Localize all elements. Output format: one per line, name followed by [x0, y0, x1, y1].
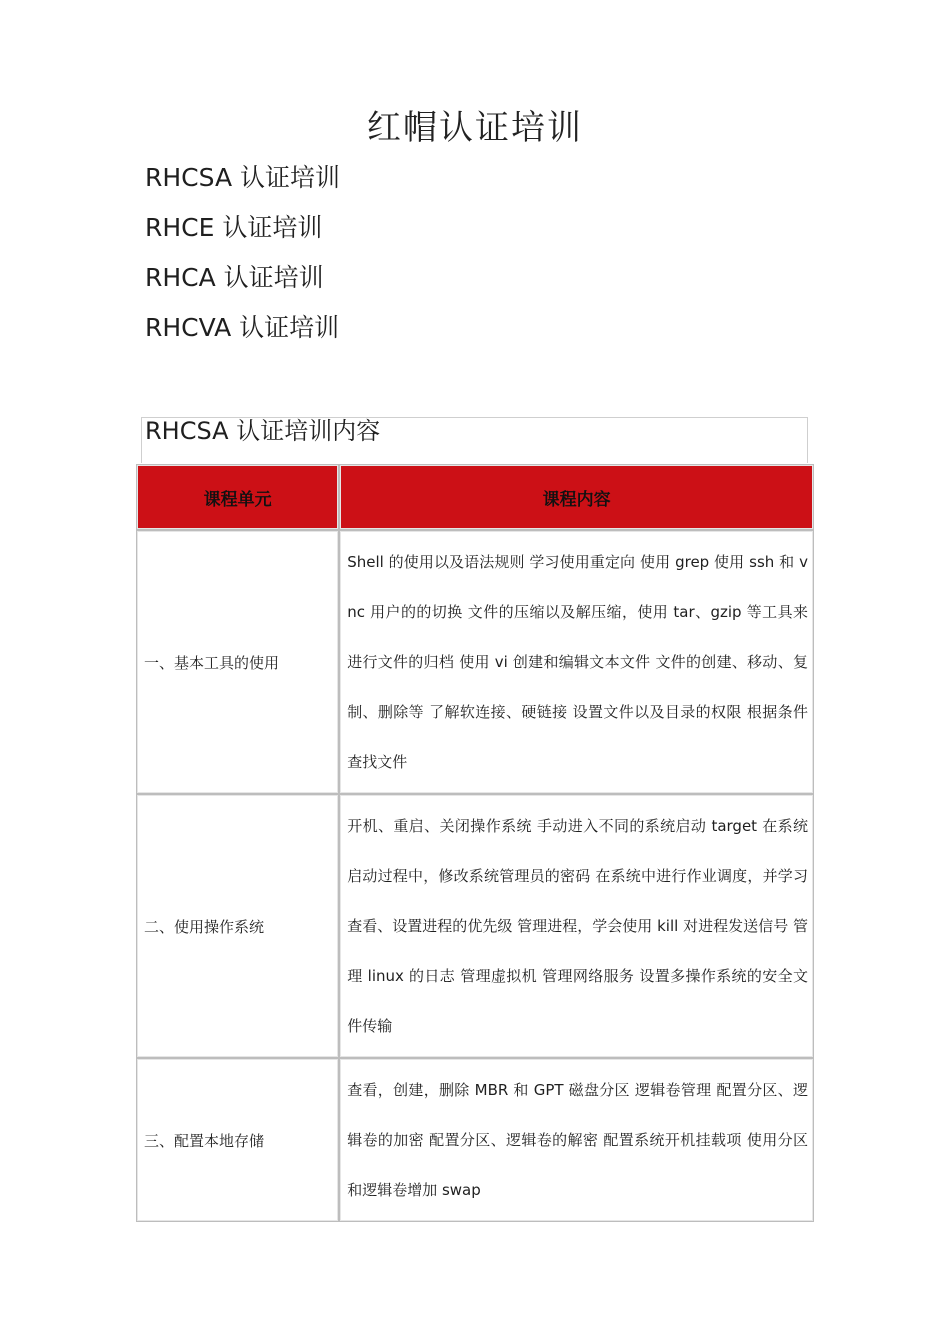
content-cell: 开机、重启、关闭操作系统 手动进入不同的系统启动 target 在系统启动过程中，修改系统管理员的密码 在系统中进行作业调度，并学习查看、设置进程的优先级 管理进程，学会使用 kill 对进程发送信号 管理 linux 的日志 管理虚拟机 管理网络服务 设置多操作系统的安全文件传输 — [339, 794, 814, 1058]
table-row — [136, 1058, 814, 1222]
header-unit: 课程单元 — [136, 464, 339, 530]
table-header-row — [136, 464, 814, 530]
section-title-box — [141, 417, 808, 463]
content-cell: Shell 的使用以及语法规则 学习使用重定向 使用 grep 使用 ssh 和 vnc 用户的的切换 文件的压缩以及解压缩，使用 tar、gzip 等工具来进行文件的归档 使用 vi 创建和编辑文本文件 文件的创建、移动、复制、删除等 了解软连接、硬链接 设置文件以及目录的权限 根据条件查找文件 — [339, 530, 814, 794]
unit-cell: 三、配置本地存储 — [136, 1058, 339, 1222]
course-table — [136, 464, 814, 1222]
certification-list — [145, 158, 340, 358]
cert-item-rhcva: RHCVA 认证培训 — [145, 313, 340, 342]
unit-cell: 一、基本工具的使用 — [136, 530, 339, 794]
table-row — [136, 530, 814, 794]
header-content: 课程内容 — [339, 464, 814, 530]
cert-item-rhce: RHCE 认证培训 — [145, 213, 323, 242]
document-title: 红帽认证培训 — [367, 108, 583, 148]
unit-cell: 二、使用操作系统 — [136, 794, 339, 1058]
section-title: RHCSA 认证培训内容 — [145, 417, 381, 445]
cert-item-rhcsa: RHCSA 认证培训 — [145, 163, 341, 192]
table-row — [136, 794, 814, 1058]
content-cell: 查看，创建，删除 MBR 和 GPT 磁盘分区 逻辑卷管理 配置分区、逻辑卷的加密 配置分区、逻辑卷的解密 配置系统开机挂载项 使用分区和逻辑卷增加 swap — [339, 1058, 814, 1222]
cert-item-rhca: RHCA 认证培训 — [145, 263, 324, 292]
